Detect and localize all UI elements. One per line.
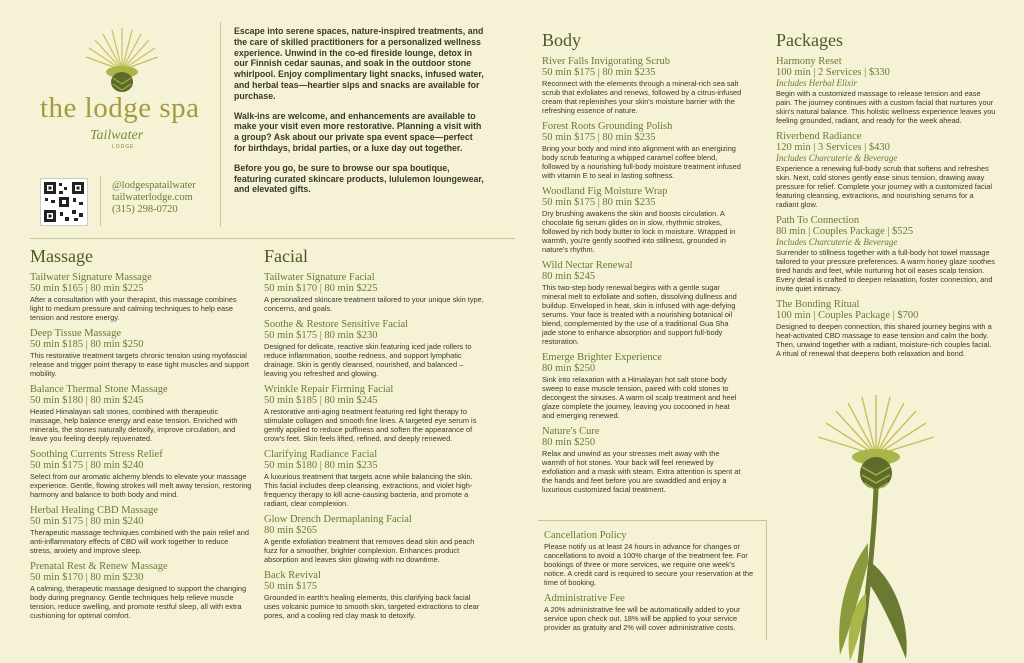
item-desc: Heated Himalayan salt stones, combined with therapeutic massage, help balance energy and ease tension. Enriched with minerals, the stones naturally detoxify, improve circulation, and leave you feeling deeply rejuvenated.: [30, 407, 238, 443]
item-desc: Grounded in earth's healing elements, this clarifying back facial uses volcanic pumice to smooth skin, targeted extractions to clear pores, and a cooling red clay mask to detoxify.: [264, 593, 480, 620]
item-price: 80 min | Couples Package | $525: [776, 226, 914, 237]
packages-title: Packages: [776, 30, 843, 50]
item-price: 50 min $165 | 80 min $225: [30, 283, 144, 294]
body-item: [542, 186, 742, 254]
intro-divider: [220, 22, 221, 227]
qr-code[interactable]: [40, 178, 88, 226]
item-includes: Includes Charcuterie & Beverage: [776, 153, 898, 163]
massage-item: [30, 328, 252, 378]
massage-title: Massage: [30, 246, 93, 266]
item-desc: A gentle exfoliation treatment that removes dead skin and peach fuzz for a smoother, brighter complexion. Enhances product absorption and leaves skin glowing with no downtime.: [264, 537, 475, 564]
item-price: 50 min $180 | 80 min $235: [264, 460, 378, 471]
item-price: 50 min $175: [264, 581, 318, 592]
massage-item: [30, 384, 252, 443]
facial-item: [264, 514, 486, 564]
item-desc: Designed for delicate, reactive skin featuring iced jade rollers to reduce inflammation, soothe redness, and support lymphatic drainage. Skin is gently cleansed, nourished, and balanced – leaving you refreshed and glowing.: [264, 342, 472, 378]
facial-item: [264, 319, 486, 378]
item-name: Path To Connection: [776, 215, 860, 226]
social-handle[interactable]: @lodgespatailwater: [112, 180, 196, 191]
policy-section: [544, 530, 756, 632]
package-item: [776, 215, 996, 293]
item-price: 100 min | 2 Services | $330: [776, 67, 890, 78]
thistle-illustration-icon: [806, 393, 946, 663]
item-name: Back Revival: [264, 570, 321, 581]
item-desc: Designed to deepen connection, this shared journey begins with a heat-activated CBD massage to ease tension and calm the body. Then, unwind together with a radiant, moisture-rich couples facial. A ritual of renewal that deepens both relaxation and bond.: [776, 322, 992, 358]
intro-paragraph-2: Walk-ins are welcome, and enhancements are available to make your visit even more restorative. Planning a visit with a group? Ask about our private spa event space—perfect for birthdays, bridal parties, or a luxe day out together.: [234, 110, 482, 153]
item-price: 50 min $185 | 80 min $245: [264, 395, 378, 406]
item-name: Deep Tissue Massage: [30, 328, 121, 339]
item-includes: Includes Herbal Elixir: [776, 78, 857, 88]
item-desc: A restorative anti-aging treatment featuring red light therapy to stimulate collagen and smooth fine lines. A targeted eye serum is gently applied to reduce puffiness and soften the appearance of crow's feet. Skin feels lifted, refined, and deeply renewed.: [264, 407, 477, 443]
massage-item: [30, 449, 252, 499]
item-price: 50 min $175 | 80 min $240: [30, 460, 144, 471]
massage-item: [30, 505, 252, 555]
item-price: 50 min $185 | 80 min $250: [30, 339, 144, 350]
body-item: [542, 260, 742, 346]
item-name: Glow Drench Dermaplaning Facial: [264, 514, 412, 525]
item-desc: A luxurious treatment that targets acne while balancing the skin. This facial includes deep cleansing, extractions, and violet high-frequency therapy to kill acne-causing bacteria, and promote a radiant, clear complexion.: [264, 472, 473, 508]
item-name: Forest Roots Grounding Polish: [542, 121, 673, 132]
item-price: 120 min | 3 Services | $430: [776, 142, 890, 153]
facial-item: [264, 570, 486, 620]
packages-section: [776, 30, 996, 364]
item-name: Wrinkle Repair Firming Facial: [264, 384, 394, 395]
facial-section: [264, 246, 486, 626]
item-price: 50 min $175 | 80 min $235: [542, 67, 656, 78]
massage-section: [30, 246, 252, 626]
item-name: Harmony Reset: [776, 56, 842, 67]
item-price: 80 min $265: [264, 525, 318, 536]
item-desc: Relax and unwind as your stresses melt away with the warmth of hot stones. Your back will feel renewed by exfoliation and a mask with steam. Extra attention is spent at the hands and feet before you are swaddled and enjoy a luxurious customized facial treatment.: [542, 449, 741, 494]
item-desc: Sink into relaxation with a Himalayan hot salt stone body sweep to ease muscle tension, paired with cold stones to decongest the sinuses. A warm oil scalp treatment and heel glaze complete the journey, leaving you cocooned in heat and emerging renewed.: [542, 375, 737, 420]
item-name: Emerge Brighter Experience: [542, 352, 662, 363]
item-name: Tailwater Signature Massage: [30, 272, 152, 283]
item-name: Tailwater Signature Facial: [264, 272, 375, 283]
sub-logo-small: LODGE: [112, 144, 135, 150]
cancel-text: Please notify us at least 24 hours in advance for changes or cancellations to avoid a 100% charge of the treatment fee. For bookings of three or more services, we require one week's notice. A credit card is required to secure your reservation at the time of booking.: [544, 542, 754, 587]
item-name: Prenatal Rest & Renew Massage: [30, 561, 168, 572]
item-price: 80 min $250: [542, 363, 596, 374]
item-name: Riverbend Radiance: [776, 131, 862, 142]
intro-paragraph-1: Escape into serene spaces, nature-inspired treatments, and the care of skilled practitioners for a personalized wellness experience. Unwind in the co-ed fireside lounge, detox in our Finnish cedar saunas, and soak in the outdoor stone whirlpool. Enjoy complimentary light snacks, infused water, and herbal teas—heartier sips and snacks are available for purchase.: [234, 26, 484, 101]
item-price: 50 min $175 | 80 min $240: [30, 516, 144, 527]
item-name: Soothe & Restore Sensitive Facial: [264, 319, 409, 330]
massage-item: [30, 272, 252, 322]
item-desc: Reconnect with the elements through a mineral-rich sea salt scrub that exfoliates and renews, followed by a citrus-infused cream that replenishes your skin's moisture barrier with the refreshing essence of nature.: [542, 79, 742, 115]
qr-code-icon: [41, 179, 87, 225]
cancel-title: Cancellation Policy: [544, 530, 627, 541]
phone-number[interactable]: (315) 298-0720: [112, 204, 178, 215]
brand-name: the lodge spa: [40, 92, 200, 124]
item-desc: Begin with a customized massage to release tension and ease pain. The journey continues with a custom facial that nurtures your skin's natural balance. This holistic wellness experience leaves you feeling grounded, radiant, and ready for the week ahead.: [776, 89, 996, 125]
item-name: River Falls Invigorating Scrub: [542, 56, 671, 67]
contact-block: [112, 180, 196, 216]
body-section: [542, 30, 742, 500]
item-price: 50 min $170 | 80 min $225: [264, 283, 378, 294]
body-title: Body: [542, 30, 582, 50]
facial-item: [264, 272, 486, 313]
facial-item: [264, 449, 486, 508]
contact-divider: [100, 176, 101, 226]
item-desc: Select from our aromatic alchemy blends to elevate your massage experience. Gentle, flowing strokes will melt away tension, restoring harmony and balance to both body and mind.: [30, 472, 252, 499]
logo-block: [30, 22, 210, 152]
item-price: 80 min $250: [542, 437, 596, 448]
body-item: [542, 56, 742, 115]
item-desc: Experience a renewing full-body scrub that softens and refreshes skin. Next, cold stones gently ease sinus tension, drawing away pressure for relief. Complete your journey with a customized facial featuring cleansing, extractions, and nourishing serums for a radiant glow.: [776, 164, 993, 209]
policy-top-rule: [538, 520, 766, 521]
item-price: 50 min $175 | 80 min $235: [542, 197, 656, 208]
body-item: [542, 352, 742, 420]
item-name: Clarifying Radiance Facial: [264, 449, 378, 460]
item-desc: Bring your body and mind into alignment with an energizing body scrub featuring a whipped caramel coffee blend, followed by a nourishing full-body moisture treatment infused with vitamin E to seal in lasting softness.: [542, 144, 741, 180]
item-desc: Therapeutic massage techniques combined with the pain relief and anti-inflammatory effects of CBD will work together to reduce stress, anxiety and improve sleep.: [30, 528, 249, 555]
item-includes: Includes Charcuterie & Beverage: [776, 237, 898, 247]
item-name: Herbal Healing CBD Massage: [30, 505, 159, 516]
item-desc: This restorative treatment targets chronic tension using myofascial release and trigger point therapy to ease tight muscles and support mobility.: [30, 351, 249, 378]
body-item: [542, 121, 742, 180]
item-price: 50 min $180 | 80 min $245: [30, 395, 144, 406]
item-price: 100 min | Couples Package | $700: [776, 310, 919, 321]
item-name: The Bonding Ritual: [776, 299, 860, 310]
intro-text: [234, 26, 484, 204]
thistle-logo-icon: [82, 22, 162, 94]
item-desc: Surrender to stillness together with a full-body hot towel massage tailored to your pressure preferences. A warm honey glaze soothes tired hands and feet, while nurturing hot oil eases scalp tension. Every detail is crafted to deepen relaxation, foster connection, and invite quiet intimacy.: [776, 248, 995, 293]
item-name: Woodland Fig Moisture Wrap: [542, 186, 668, 197]
admin-fee-text: A 20% administrative fee will be automatically added to your service upon check out. 18% will be applied to your service provider as gratuity and 2% will cover administrative costs.: [544, 605, 741, 632]
sub-logo: Tailwater: [90, 128, 144, 143]
item-name: Nature's Cure: [542, 426, 600, 437]
policy-side-rule: [766, 520, 767, 640]
item-desc: After a consultation with your therapist, this massage combines light to medium pressure and calming techniques to help ease tension and restore energy.: [30, 295, 237, 322]
item-desc: A calming, therapeutic massage designed to support the changing body during pregnancy. Gentle techniques help relieve muscle tension, reduce swelling, and promote restful sleep, all with extra cushioning for optimal comfort.: [30, 584, 247, 620]
facial-item: [264, 384, 486, 443]
facial-title: Facial: [264, 246, 308, 266]
package-item: [776, 131, 996, 209]
body-item: [542, 426, 742, 494]
admin-fee-title: Administrative Fee: [544, 593, 625, 604]
package-item: [776, 299, 996, 358]
item-name: Soothing Currents Stress Relief: [30, 449, 163, 460]
item-price: 50 min $175 | 80 min $235: [542, 132, 656, 143]
item-name: Wild Nectar Renewal: [542, 260, 633, 271]
item-price: 50 min $175 | 80 min $230: [264, 330, 378, 341]
item-desc: A personalized skincare treatment tailored to your unique skin type, concerns, and goals.: [264, 295, 484, 313]
package-item: [776, 56, 996, 125]
website-link[interactable]: tailwaterlodge.com: [112, 192, 193, 203]
item-desc: This two-step body renewal begins with a gentle sugar mineral melt to exfoliate and soften, dissolving dullness and buildup. Enveloped in heat, skin is infused with age-defying serums. Your face is treated with a nourishing botanical oil blend, complemented by the use of a traditional Gua Sha jade stone to enhance absorption and support full-body restoration.: [542, 283, 737, 346]
item-price: 50 min $170 | 80 min $230: [30, 572, 144, 583]
item-desc: Dry brushing awakens the skin and boosts circulation. A chocolate fig serum glides on in slow, rhythmic strokes, followed by rich body butter to lock in moisture. Wrapped in warmth, you're gently soothed into stillness, grounded in nature's rhythm.: [542, 209, 736, 254]
item-price: 80 min $245: [542, 271, 596, 282]
item-name: Balance Thermal Stone Massage: [30, 384, 168, 395]
section-divider: [30, 238, 515, 239]
massage-item: [30, 561, 252, 620]
intro-paragraph-3: Before you go, be sure to browse our spa boutique, featuring curated skincare products, lululemon loungewear, and elevated gifts.: [234, 162, 484, 195]
